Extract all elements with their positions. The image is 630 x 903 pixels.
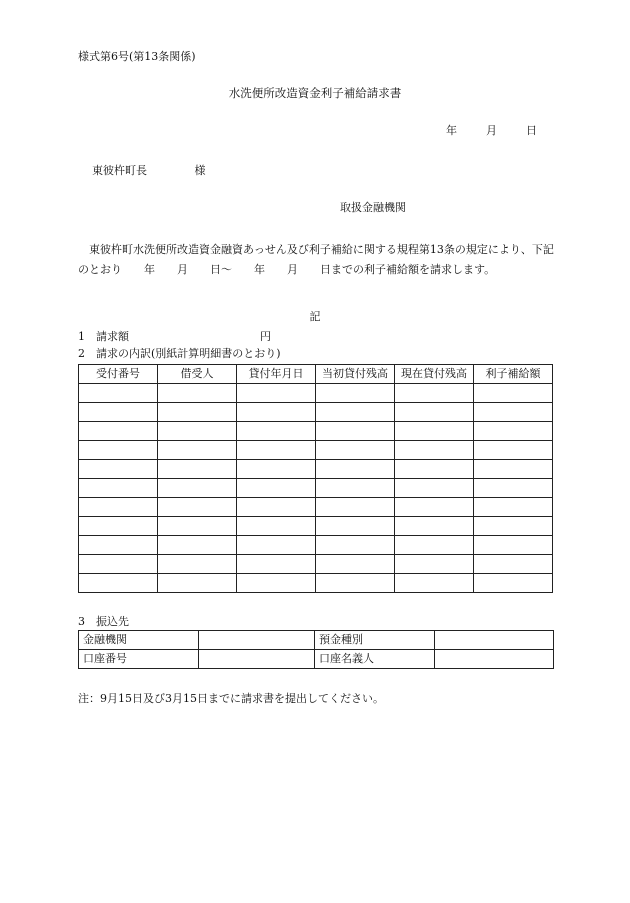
table-row xyxy=(79,460,553,479)
table-cell[interactable] xyxy=(316,403,395,422)
table-cell[interactable] xyxy=(79,422,158,441)
table-cell[interactable] xyxy=(158,384,237,403)
table-cell[interactable] xyxy=(158,498,237,517)
col-header: 貸付年月日 xyxy=(237,365,316,384)
table-row xyxy=(79,403,553,422)
table-cell[interactable] xyxy=(158,441,237,460)
table-cell[interactable] xyxy=(79,384,158,403)
table-cell[interactable] xyxy=(395,574,474,593)
table-row xyxy=(79,479,553,498)
table-cell[interactable] xyxy=(79,479,158,498)
table-cell[interactable] xyxy=(395,479,474,498)
table-cell[interactable] xyxy=(395,403,474,422)
transfer-table xyxy=(78,630,554,669)
table-cell[interactable] xyxy=(395,460,474,479)
date-day: 日 xyxy=(526,124,537,137)
table-cell[interactable] xyxy=(79,403,158,422)
table-cell[interactable] xyxy=(237,555,316,574)
table-cell[interactable] xyxy=(395,555,474,574)
transfer-cell: 口座名義人 xyxy=(315,650,435,669)
note: 注：9月15日及び3月15日までに請求書を提出してください。 xyxy=(78,692,384,705)
table-row xyxy=(79,441,553,460)
item-1-unit: 円 xyxy=(260,330,271,343)
table-cell[interactable] xyxy=(237,479,316,498)
table-cell[interactable] xyxy=(316,479,395,498)
table-cell[interactable] xyxy=(158,403,237,422)
table-cell[interactable] xyxy=(158,555,237,574)
table-cell[interactable] xyxy=(316,422,395,441)
addressee-honorific: 様 xyxy=(194,164,206,177)
date-line xyxy=(446,124,537,138)
table-cell[interactable] xyxy=(79,555,158,574)
table-cell[interactable] xyxy=(474,555,553,574)
col-header: 借受人 xyxy=(158,365,237,384)
transfer-row xyxy=(79,650,554,669)
col-header: 現在貸付残高 xyxy=(395,365,474,384)
table-cell[interactable] xyxy=(316,555,395,574)
table-cell[interactable] xyxy=(395,441,474,460)
table-cell[interactable] xyxy=(395,384,474,403)
table-cell[interactable] xyxy=(474,460,553,479)
detail-table-body xyxy=(79,384,553,593)
ki-heading: 記 xyxy=(309,310,321,323)
table-cell[interactable] xyxy=(474,479,553,498)
table-row xyxy=(79,384,553,403)
table-cell[interactable] xyxy=(474,403,553,422)
table-cell[interactable] xyxy=(474,422,553,441)
item-1-amount xyxy=(78,330,271,344)
table-cell[interactable] xyxy=(316,460,395,479)
table-cell[interactable] xyxy=(79,460,158,479)
item-1-label: 1 請求額 xyxy=(78,330,129,343)
table-row xyxy=(79,517,553,536)
table-cell[interactable] xyxy=(316,536,395,555)
date-year: 年 xyxy=(446,124,457,137)
table-cell[interactable] xyxy=(79,498,158,517)
transfer-row xyxy=(79,631,554,650)
table-cell[interactable] xyxy=(316,517,395,536)
table-cell[interactable] xyxy=(237,498,316,517)
col-header: 当初貸付残高 xyxy=(316,365,395,384)
transfer-cell-input[interactable] xyxy=(435,631,554,650)
table-cell[interactable] xyxy=(474,441,553,460)
table-cell[interactable] xyxy=(158,479,237,498)
transfer-cell: 口座番号 xyxy=(79,650,199,669)
table-cell[interactable] xyxy=(158,536,237,555)
table-row xyxy=(79,555,553,574)
transfer-cell-input[interactable] xyxy=(199,650,315,669)
table-cell[interactable] xyxy=(158,460,237,479)
table-cell[interactable] xyxy=(158,422,237,441)
detail-table-header-row xyxy=(79,365,553,384)
table-cell[interactable] xyxy=(316,441,395,460)
col-header: 利子補給額 xyxy=(474,365,553,384)
document-title: 水洗便所改造資金利子補給請求書 xyxy=(228,86,402,100)
table-cell[interactable] xyxy=(237,403,316,422)
item-2-label: 2 請求の内訳(別紙計算明細書のとおり) xyxy=(78,347,281,360)
table-row xyxy=(79,574,553,593)
detail-table xyxy=(78,364,553,593)
table-cell[interactable] xyxy=(158,517,237,536)
transfer-cell-input[interactable] xyxy=(435,650,554,669)
table-cell[interactable] xyxy=(237,441,316,460)
addressee-name: 東彼杵町長 xyxy=(92,164,147,177)
table-cell[interactable] xyxy=(474,517,553,536)
table-cell[interactable] xyxy=(316,498,395,517)
table-cell[interactable] xyxy=(395,536,474,555)
transfer-cell-input[interactable] xyxy=(199,631,315,650)
form-number: 様式第6号(第13条関係) xyxy=(78,50,196,63)
table-cell[interactable] xyxy=(474,384,553,403)
col-header: 受付番号 xyxy=(79,365,158,384)
table-cell[interactable] xyxy=(237,384,316,403)
date-month: 月 xyxy=(486,124,497,137)
table-cell[interactable] xyxy=(79,574,158,593)
bank-label: 取扱金融機関 xyxy=(340,201,406,214)
table-cell[interactable] xyxy=(237,422,316,441)
table-cell[interactable] xyxy=(237,517,316,536)
item-3-label: 3 振込先 xyxy=(78,615,129,628)
table-cell[interactable] xyxy=(79,441,158,460)
table-cell[interactable] xyxy=(395,498,474,517)
table-cell[interactable] xyxy=(474,536,553,555)
transfer-cell: 預金種別 xyxy=(315,631,435,650)
table-cell[interactable] xyxy=(237,460,316,479)
table-cell[interactable] xyxy=(395,517,474,536)
table-cell[interactable] xyxy=(158,574,237,593)
table-cell[interactable] xyxy=(474,574,553,593)
table-row xyxy=(79,536,553,555)
table-cell[interactable] xyxy=(316,574,395,593)
table-cell[interactable] xyxy=(316,384,395,403)
table-row xyxy=(79,498,553,517)
table-row xyxy=(79,422,553,441)
table-cell[interactable] xyxy=(79,517,158,536)
transfer-cell: 金融機関 xyxy=(79,631,199,650)
table-cell[interactable] xyxy=(237,536,316,555)
addressee xyxy=(92,164,206,178)
table-cell[interactable] xyxy=(474,498,553,517)
body-paragraph xyxy=(78,240,554,280)
table-cell[interactable] xyxy=(395,422,474,441)
table-cell[interactable] xyxy=(237,574,316,593)
table-cell[interactable] xyxy=(79,536,158,555)
body-text: 東彼杵町水洗便所改造資金融資あっせん及び利子補給に関する規程第13条の規定により、下記のとおり 年 月 日～ 年 月 日までの利子補給額を請求します。 xyxy=(78,243,554,276)
